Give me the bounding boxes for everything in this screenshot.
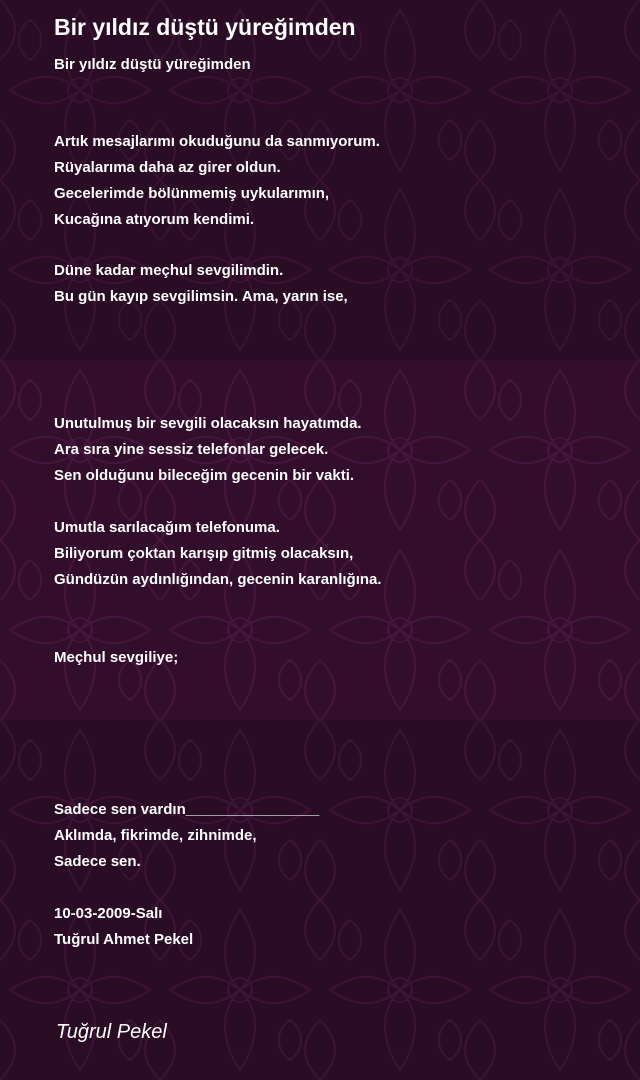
poem-title: Bir yıldız düştü yüreğimden [54,14,356,40]
poem-line: Unutulmuş bir sevgili olacaksın hayatımda. [54,415,362,432]
poem-line: Gecelerimde bölünmemiş uykularımın, [54,185,330,202]
poem-line: Aklımda, fikrimde, zihnimde, [54,827,257,844]
poem-date: 10-03-2009-Salı [54,905,163,922]
poem-line: Sadece sen vardın________________ [54,801,320,818]
poem-line: Ara sıra yine sessiz telefonlar gelecek. [54,441,329,458]
poem-line: Bu gün kayıp sevgilimsin. Ama, yarın ise, [54,288,348,305]
poem-line: Artık mesajlarımı okuduğunu da sanmıyorum. [54,133,380,150]
poem-line: Biliyorum çoktan karışıp gitmiş olacaksın, [54,545,354,562]
poem-line: Gündüzün aydınlığından, gecenin karanlığına. [54,571,382,588]
poem-subtitle: Bir yıldız düştü yüreğimden [54,56,251,73]
poem-line: Düne kadar meçhul sevgilimdin. [54,262,284,279]
poem-author: Tuğrul Ahmet Pekel [54,931,194,948]
poem-line: Meçhul sevgiliye; [54,649,179,666]
poem-line: Kucağına atıyorum kendimi. [54,211,255,228]
poem-line: Sen olduğunu bileceğim gecenin bir vakti. [54,467,355,484]
poem-line: Umutla sarılacağım telefonuma. [54,519,280,536]
author-signature: Tuğrul Pekel [56,1021,167,1043]
poem-line: Rüyalarıma daha az girer oldun. [54,159,281,176]
poem-line: Sadece sen. [54,853,141,870]
